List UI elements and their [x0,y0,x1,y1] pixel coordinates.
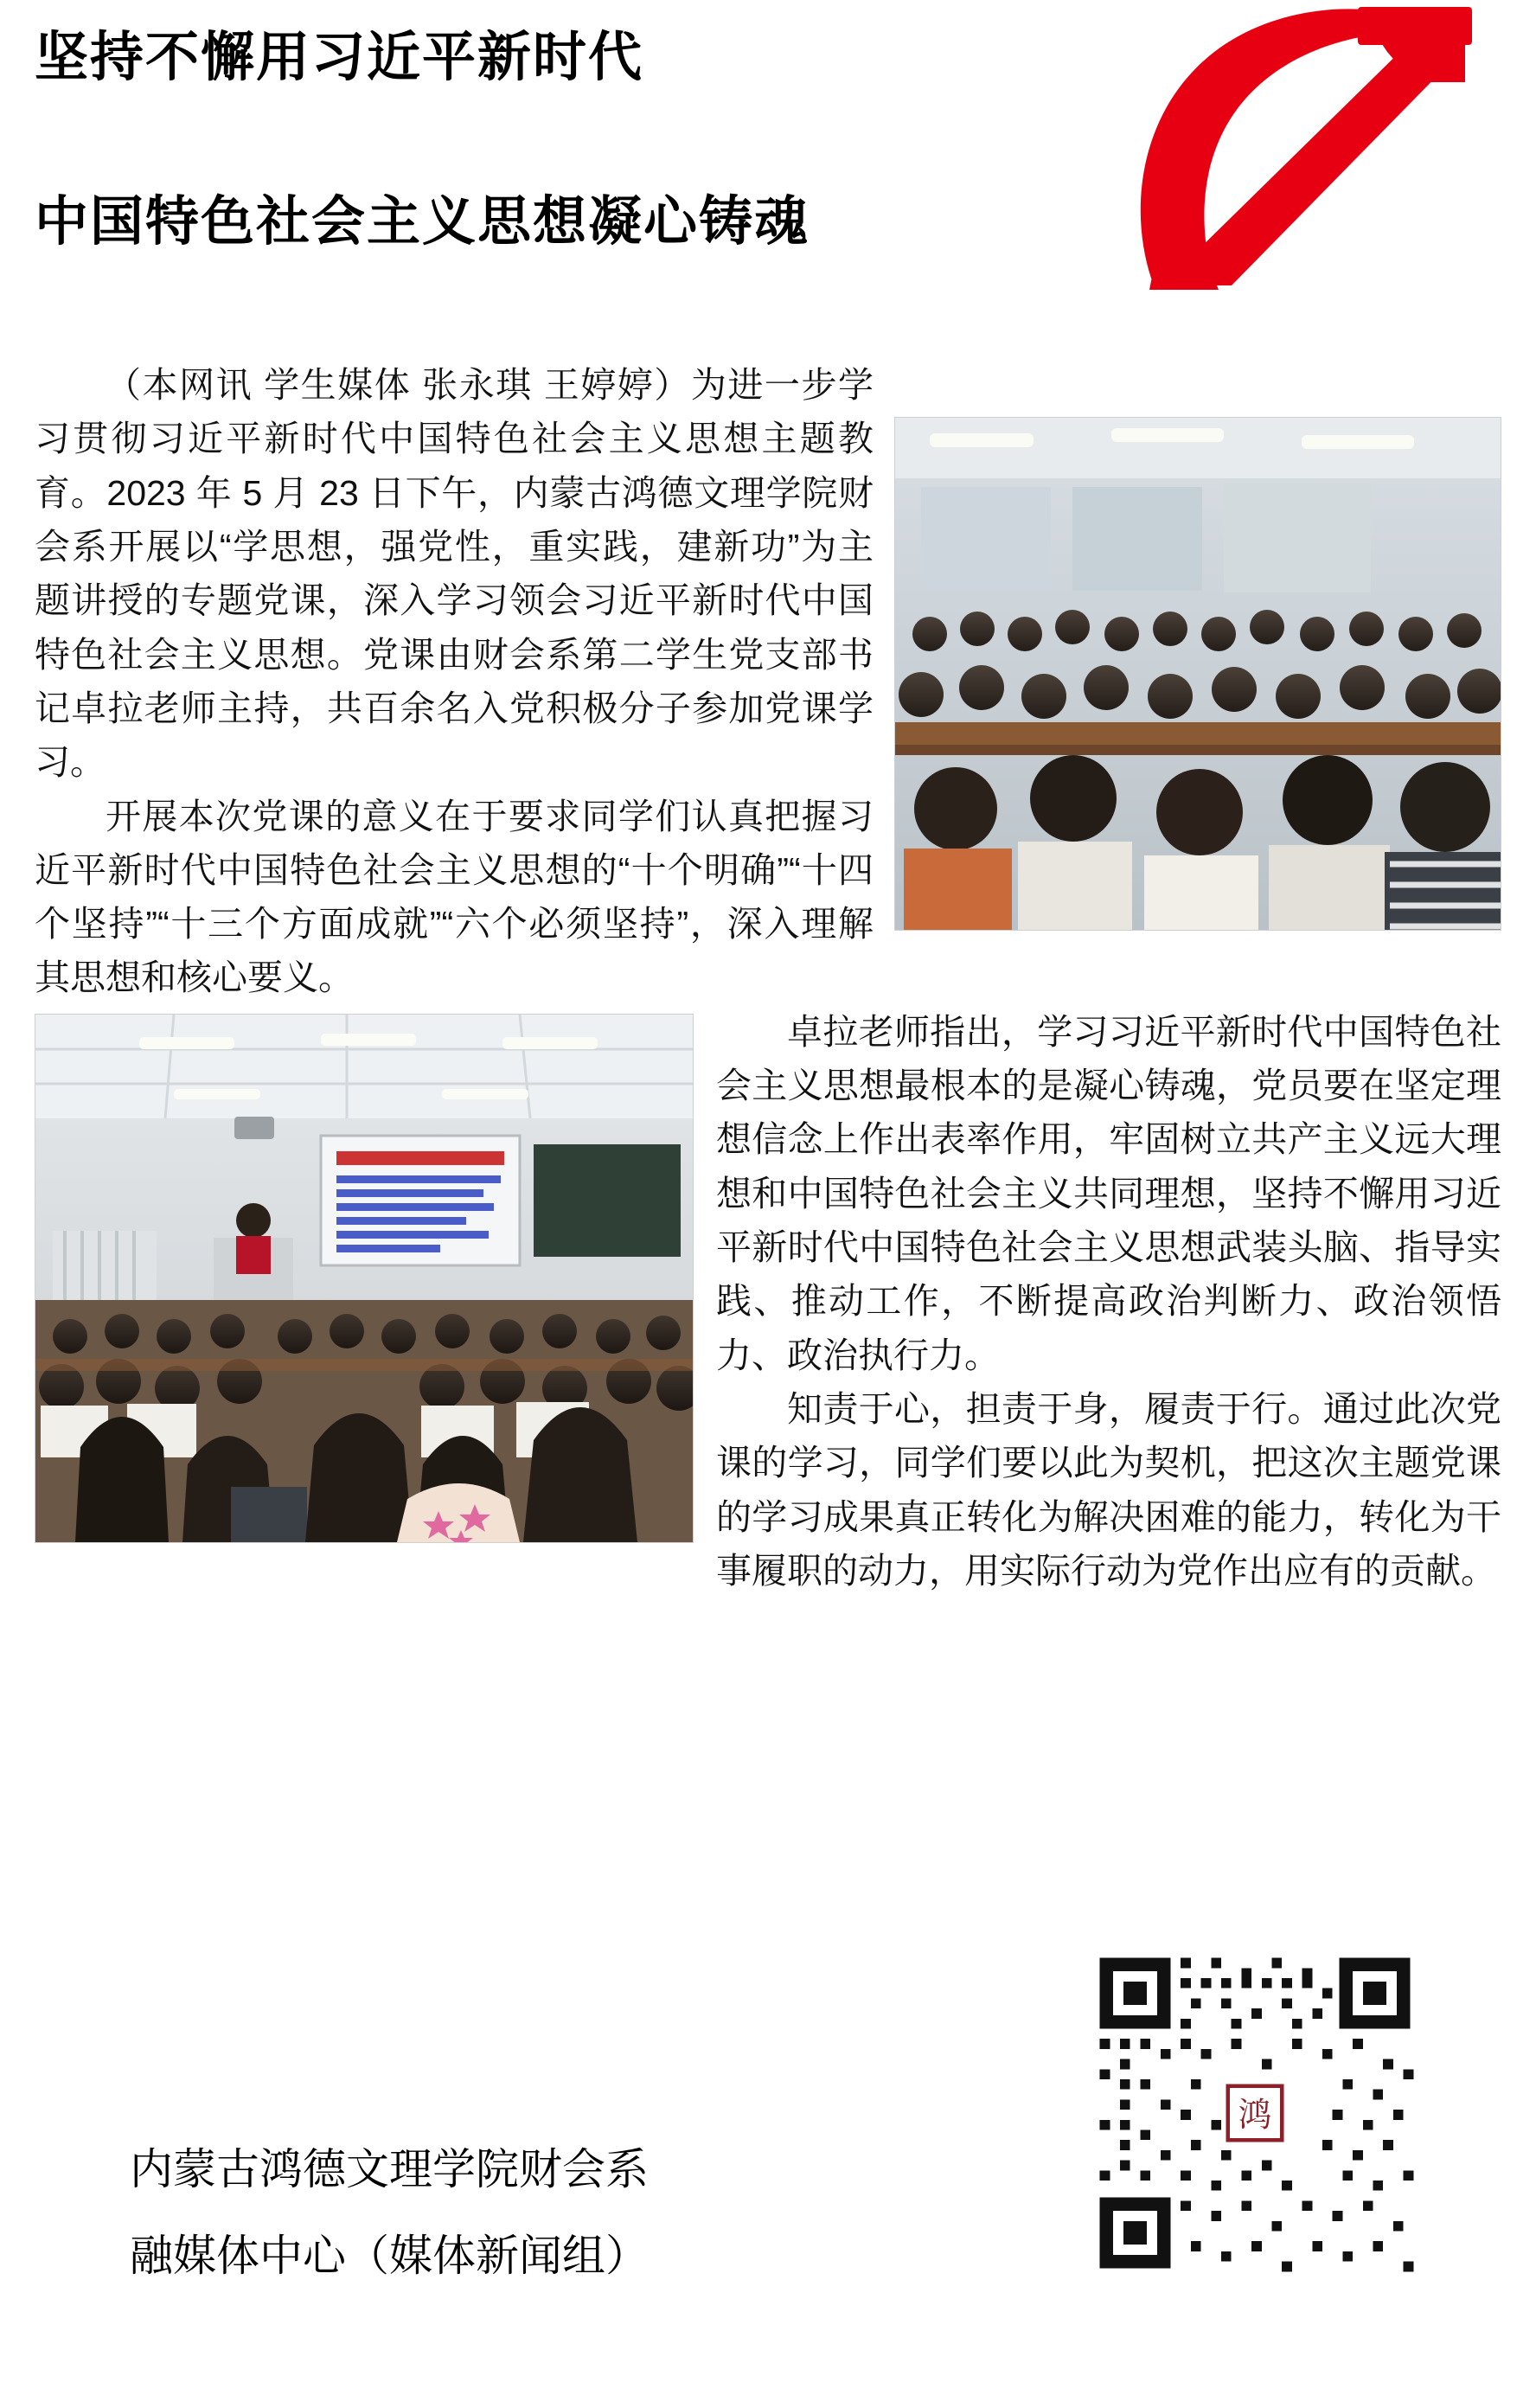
document-footer [35,1927,1501,2377]
title-line-2: 中国特色社会主义思想凝心铸魂 [35,191,810,252]
article-body [35,358,1501,1598]
article-paragraph-3: 卓拉老师指出，学习习近平新时代中国特色社会主义思想最根本的是凝心铸魂，党员要在坚定理想信念上作出表率作用，牢固树立共产主义远大理想和中国特色社会主义共同理想，坚持不懈用习近平新时代中国特色社会主义思想武装头脑、指导实践、推动工作，不断提高政治判断力、政治领悟力、政治执行力。 [716,1011,1501,1375]
article-paragraph-2: 开展本次党课的意义在于要求同学们认真把握习近平新时代中国特色社会主义思想的“十个明确”“十四个坚持”“十三个方面成就”“六个必须坚持”，深入理解其思想和核心要义。 [35,796,874,998]
wechat-qr-code [1086,1944,1424,2282]
svg-text:鸿: 鸿 [1238,2097,1272,2135]
lecture-audience-photo [894,417,1501,931]
title-line-1: 坚持不懈用习近平新时代 [35,28,644,87]
article-block-two [35,1005,1501,1598]
article-paragraph-1: （本网讯 学生媒体 张永琪 王婷婷）为进一步学习贯彻习近平新时代中国特色社会主义思想主题教育。2023 年 5 月 23 日下午，内蒙古鸿德文理学院财会系开展以“学思想，强党性，重实践，建新功”为主题讲授的专题党课，深入学习领会习近平新时代中国特色社会主义思想。党课由财会系第二学生党支部书记卓拉老师主持，共百余名入党积极分子参加党课学习。 [35,365,874,783]
document-header [35,0,1501,346]
hammer-and-sickle-emblem [1102,0,1482,311]
article-block-one [35,358,1501,1005]
signature-line-1: 内蒙古鸿德文理学院财会系 [130,2145,649,2193]
lecture-hall-photo [35,1014,694,1543]
signature-block [130,2126,649,2299]
article-paragraph-4: 知责于心，担责于身，履责于行。通过此次党课的学习，同学们要以此为契机，把这次主题党课的学习成果真正转化为解决困难的能力，转化为干事履职的动力，用实际行动为党作出应有的贡献。 [716,1388,1501,1591]
page-title [35,24,1133,255]
signature-line-2: 融媒体中心（媒体新闻组） [130,2232,649,2280]
